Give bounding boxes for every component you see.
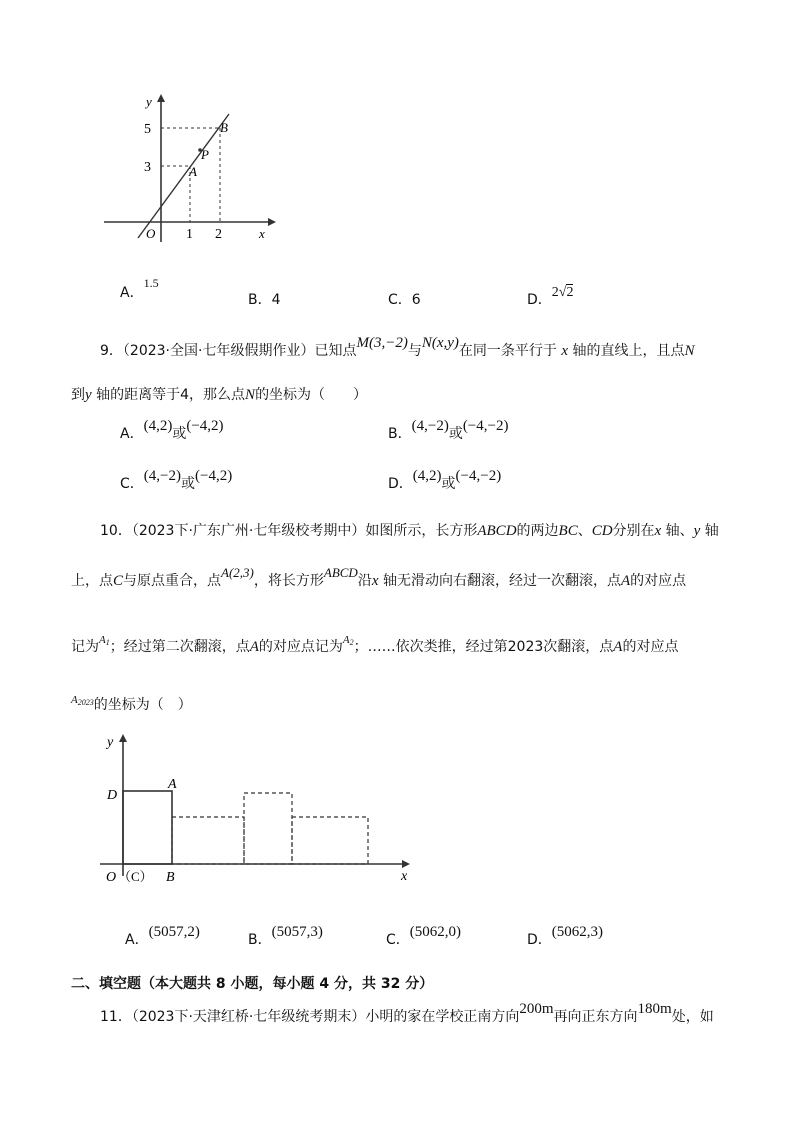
option-letter: D． <box>527 292 552 308</box>
q9-option-c[interactable]: C．(4,−2)或(−4,2) <box>120 468 233 492</box>
point-label-p: P <box>201 147 209 162</box>
q10-option-b[interactable]: B．(5057,3) <box>248 924 323 948</box>
q10-line4: $^{A_{2023}}$的坐标为（ ） <box>71 694 192 713</box>
tick-label-x2: 2 <box>215 227 222 242</box>
option-letter: C． <box>386 932 410 948</box>
option-value: 6 <box>411 292 421 308</box>
option-letter: D． <box>388 476 413 492</box>
tick-label-y5: 5 <box>144 122 151 137</box>
section-heading-fill-in: 二、填空题（本大题共 8 小题，每小题 4 分，共 32 分） <box>71 976 434 992</box>
option-letter: B． <box>248 292 272 308</box>
q8-option-b[interactable] <box>248 289 281 309</box>
q9-option-d[interactable]: D．(4,2)或(−4,−2) <box>388 468 502 492</box>
rolled-rectangle-1 <box>172 817 244 864</box>
origin-label: O <box>106 870 117 885</box>
x-axis-label: x <box>259 226 265 241</box>
q8-option-d[interactable] <box>527 285 574 309</box>
rolled-rectangle-2 <box>244 793 292 864</box>
q10-line1: 10．（2023下·广东广州·七年级校考期中）如图所示，长方形ABCD的两边BC、CD分别在x 轴、y 轴 <box>100 523 719 539</box>
option-letter: B． <box>388 426 412 442</box>
rolled-rectangle-3 <box>292 817 368 864</box>
line-through-a-b <box>138 114 229 238</box>
point-label-c: （C） <box>118 869 153 884</box>
option-value: 4 <box>271 292 281 308</box>
point-label-b: B <box>166 870 175 885</box>
q8-option-a[interactable] <box>120 276 159 302</box>
tick-label-y3: 3 <box>144 160 151 175</box>
point-label-a: A <box>189 164 197 179</box>
y-axis-arrow <box>157 94 165 102</box>
q10-option-c[interactable]: C．(5062,0) <box>386 924 462 948</box>
y-axis-label: y <box>146 94 152 109</box>
sqrt-icon: √ <box>558 285 567 300</box>
option-letter: A． <box>120 285 144 301</box>
figure-rolling-rectangle <box>96 728 420 886</box>
y-axis-arrow <box>119 734 127 742</box>
q10-line2: 上，点C与原点重合，点A(2,3)，将长方形ABCD沿x 轴无滑动向右翻滚，经过一次翻滚，点A的对应点 <box>71 565 687 589</box>
option-letter: B． <box>248 932 272 948</box>
option-letter: D． <box>527 932 552 948</box>
x-axis-arrow <box>402 860 410 868</box>
figure-line-diagram <box>98 92 278 244</box>
tick-label-x1: 1 <box>186 227 193 242</box>
option-value-sqrt: 2√2 <box>551 285 574 300</box>
q10-option-d[interactable]: D．(5062,3) <box>527 924 604 948</box>
x-axis-arrow <box>268 218 276 226</box>
option-letter: C． <box>388 292 412 308</box>
q9-line2: 到y 轴的距离等于4，那么点N的坐标为（ ） <box>71 387 368 403</box>
rectangle-abcd <box>123 791 172 864</box>
q10-option-a[interactable]: A．(5057,2) <box>125 924 200 948</box>
point-label-a: A <box>168 777 177 792</box>
q8-option-c[interactable] <box>388 289 421 309</box>
option-value: 1.5 <box>143 276 159 290</box>
q9-option-b[interactable]: B．(4,−2)或(−4,−2) <box>388 418 509 442</box>
point-label-b: B <box>220 120 228 135</box>
x-axis-label: x <box>401 869 408 884</box>
origin-label: O <box>146 226 156 241</box>
option-letter: A． <box>120 426 144 442</box>
q11-line1: 11．（2023下·天津红桥·七年级统考期末）小明的家在学校正南方向200m再向正东方向180m处，如 <box>100 1001 714 1025</box>
y-axis-label: y <box>107 735 114 750</box>
q9-line1: 9．（2023·全国·七年级假期作业）已知点M(3,−2)与N(x,y)在同一条平行于 x 轴的直线上，且点N <box>100 335 695 359</box>
q9-option-a[interactable]: A．(4,2)或(−4,2) <box>120 418 224 442</box>
point-label-d: D <box>107 788 118 803</box>
option-letter: A． <box>125 932 149 948</box>
option-letter: C． <box>120 476 144 492</box>
q10-line3: 记为$^{A_1}$；经过第二次翻滚，点A的对应点记为$^{A_2}$；……依次类推，经过第2023次翻滚，点A的对应点 <box>71 634 679 655</box>
